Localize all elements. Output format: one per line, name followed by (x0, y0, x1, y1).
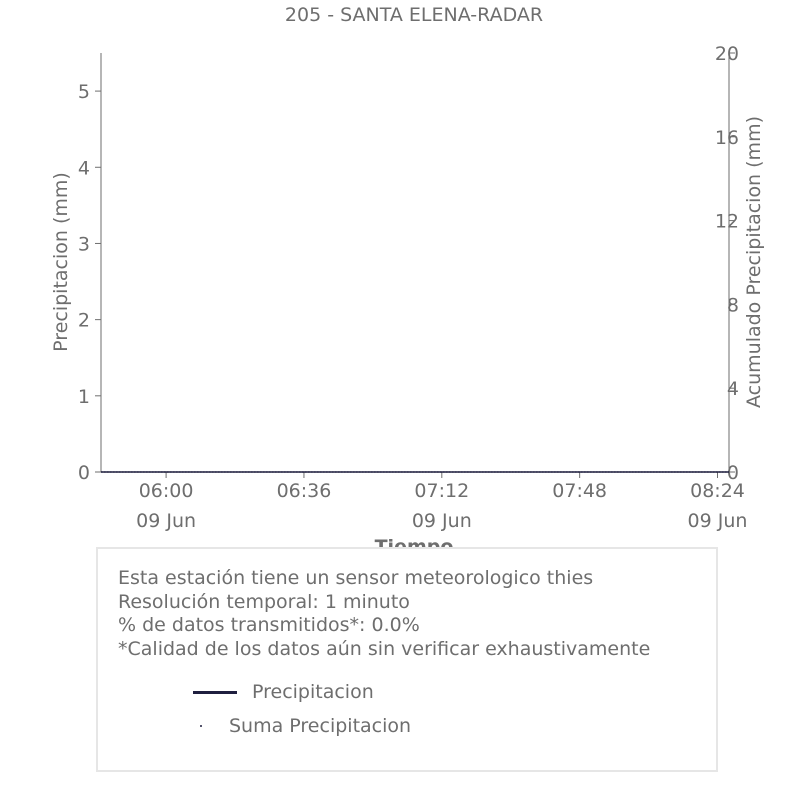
y-tick-label: 3 (77, 233, 90, 256)
y-right-tick-label: 8 (726, 294, 739, 317)
axes (101, 53, 729, 472)
info-legend-box (96, 547, 718, 772)
y-right-axis-ticks (715, 43, 739, 484)
x-tick-date-label: 09 Jun (687, 510, 748, 532)
legend-dot-swatch (200, 725, 202, 727)
legend-item-precipitacion (193, 681, 374, 703)
y-tick-label: 5 (77, 81, 90, 104)
x-tick-time-label: 06:36 (276, 480, 332, 502)
legend-line-swatch (193, 691, 237, 694)
info-line-transmitted: % de datos transmitidos*: 0.0% (118, 614, 420, 636)
y-tick-label: 0 (77, 462, 90, 484)
y-tick-label: 2 (77, 309, 90, 332)
y-right-tick-label: 4 (726, 378, 739, 401)
station-info (118, 567, 650, 661)
x-tick-time-label: 08:24 (690, 480, 745, 502)
x-tick-time-label: 06:00 (138, 480, 194, 502)
x-tick-time-label: 07:48 (552, 480, 608, 502)
x-tick-time-label: 07:12 (414, 480, 470, 502)
y-tick-label: 1 (77, 385, 90, 408)
y-right-tick-label: 0 (726, 462, 739, 484)
y-axis-label: Precipitacion (mm) (50, 172, 72, 352)
x-tick-date-label: 09 Jun (411, 510, 472, 532)
info-line-resolution: Resolución temporal: 1 minuto (118, 590, 410, 613)
info-line-sensor: Esta estación tiene un sensor meteorologico thies (118, 567, 594, 589)
x-tick-date-label: 09 Jun (136, 510, 197, 532)
legend-label-suma-precipitacion: Suma Precipitacion (229, 715, 412, 737)
y-right-tick-label: 12 (714, 210, 739, 233)
x-axis-ticks (136, 472, 747, 532)
y-tick-label: 4 (77, 157, 90, 180)
y-right-axis-label: Acumulado Precipitacion (mm) (743, 116, 765, 408)
legend-label-precipitacion: Precipitacion (252, 681, 374, 703)
chart-title: 205 - SANTA ELENA-RADAR (284, 4, 544, 26)
info-line-quality: *Calidad de los datos aún sin verificar exhaustivamente (118, 637, 651, 660)
y-axis-ticks (78, 81, 101, 484)
y-right-tick-label: 16 (714, 126, 739, 149)
y-right-tick-label: 20 (714, 43, 739, 65)
legend-item-suma-precipitacion (193, 715, 411, 737)
